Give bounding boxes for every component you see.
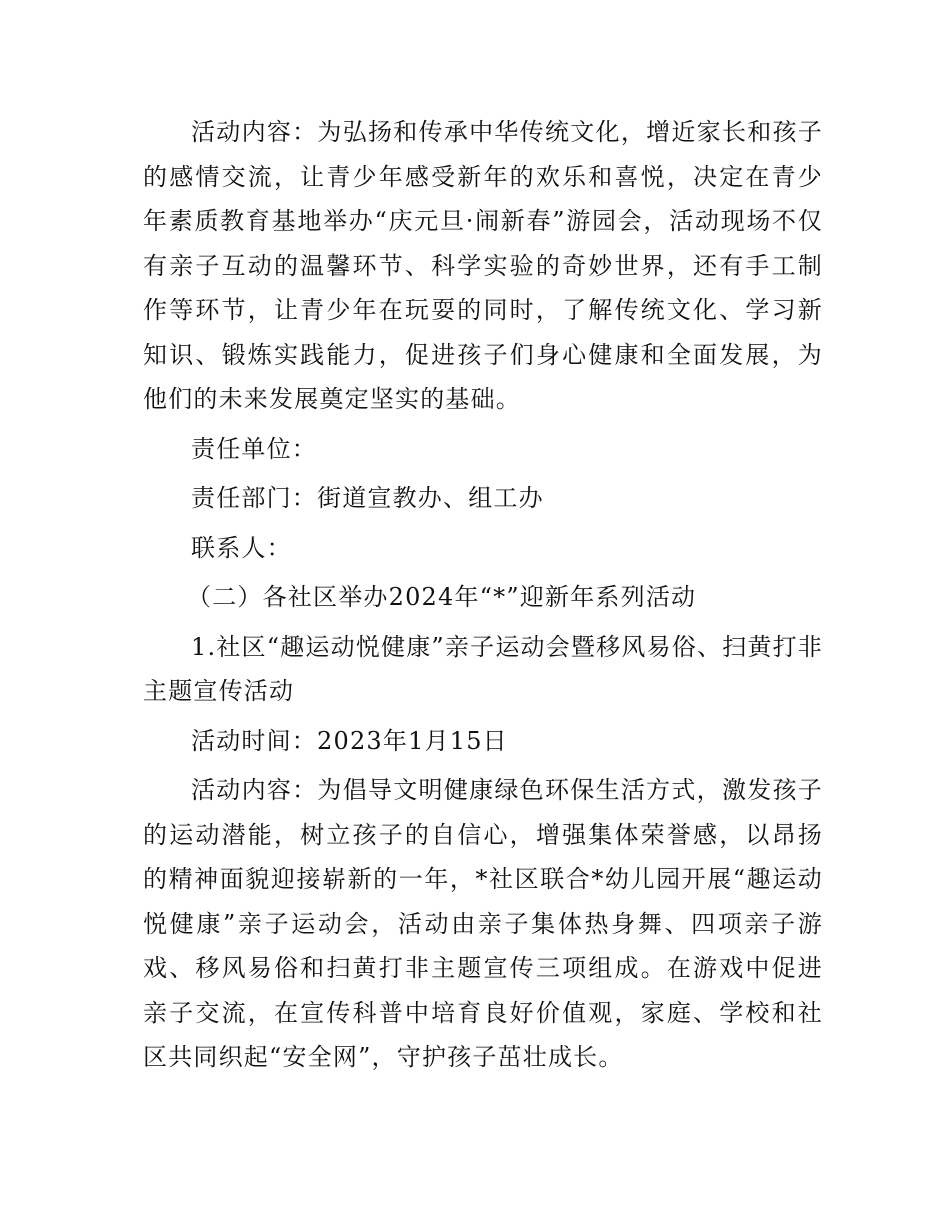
paragraph-activity-content-2: 活动内容：为倡导文明健康绿色环保生活方式，激发孩子的运动潜能，树立孩子的自信心，增强集体荣誉感，以昂扬的精神面貌迎接崭新的一年，*社区联合*幼儿园开展“趣运动悦健康”亲子运动会，活动由亲子集体热身舞、四项亲子游戏、移风易俗和扫黄打非主题宣传三项组成。在游戏中促进亲子交流，在宣传科普中培育良好价值观，家庭、学校和社区共同织起“安全网”，守护孩子茁壮成长。 — [143, 776, 823, 1071]
paragraph-responsible-department: 责任部门：街道宣教办、组工办 — [191, 484, 544, 512]
paragraph-activity-content-1: 活动内容：为弘扬和传承中华传统文化，增近家长和孩子的感情交流，让青少年感受新年的欢乐和喜悦，决定在青少年素质教育基地举办“庆元旦·闹新春”游园会，活动现场不仅有亲子互动的温馨环节、科学实验的奇妙世界，还有手工制作等环节，让青少年在玩耍的同时，了解传统文化、学习新知识、锻炼实践能力，促进孩子们身心健康和全面发展，为他们的未来发展奠定坚实的基础。 — [143, 118, 823, 413]
paragraph-contact-person: 联系人： — [191, 533, 292, 562]
paragraph-responsible-unit: 责任单位： — [191, 434, 317, 463]
section-heading-community-activities: （二）各社区举办2024年“*”迎新年系列活动 — [187, 583, 697, 611]
document-body — [143, 110, 823, 1085]
paragraph-activity-time: 活动时间：2023年1月15日 — [191, 726, 508, 755]
subheading-sports-meeting: 1.社区“趣运动悦健康”亲子运动会暨移风易俗、扫黄打非主题宣传活动 — [143, 632, 823, 705]
